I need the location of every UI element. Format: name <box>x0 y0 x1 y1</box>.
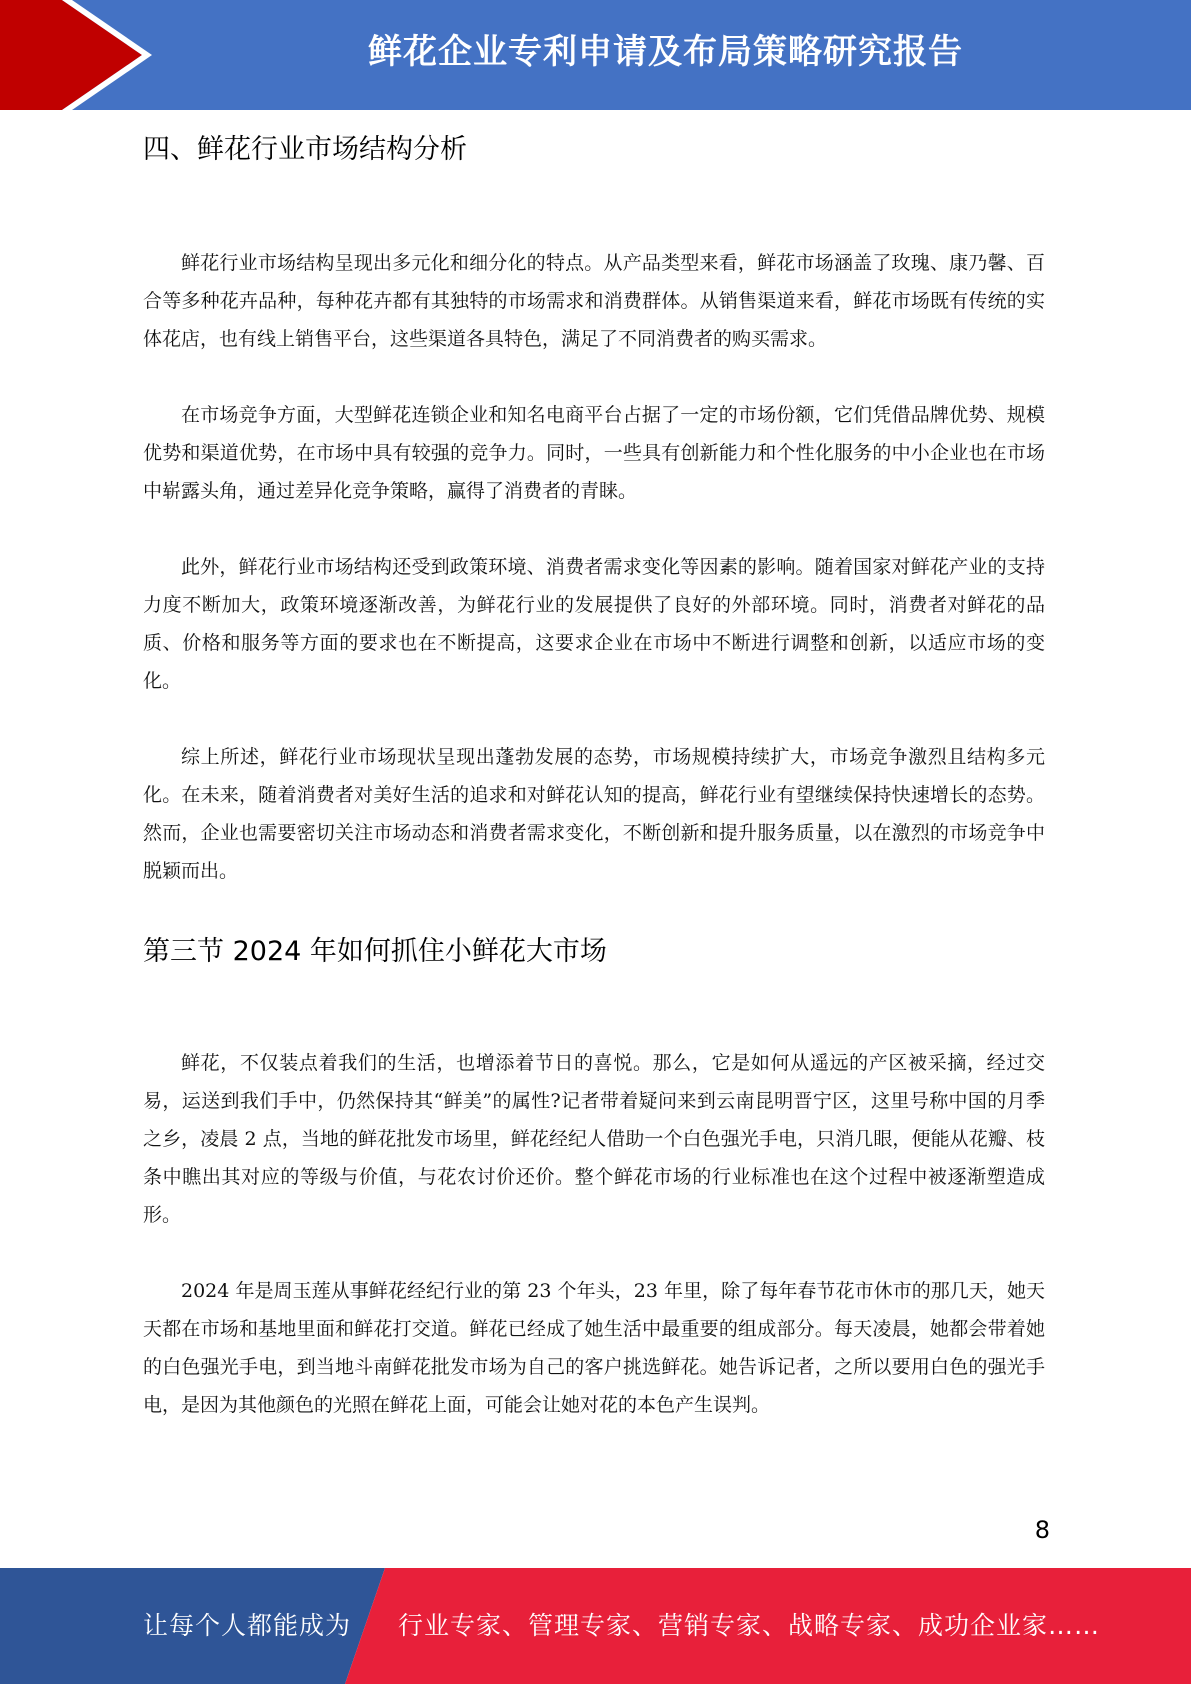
page-content <box>143 130 1045 1424</box>
page-header <box>0 0 1191 110</box>
footer-slogan-right: 行业专家、管理专家、营销专家、战略专家、成功企业家…… <box>398 1611 1101 1640</box>
footer-slogan-left: 让每个人都能成为 <box>143 1611 352 1640</box>
section-heading: 四、鲜花行业市场结构分析 <box>143 134 467 165</box>
section-heading: 第三节 2024 年如何抓住小鲜花大市场 <box>143 936 607 967</box>
paragraph: 此外，鲜花行业市场结构还受到政策环境、消费者需求变化等因素的影响。随着国家对鲜花产业的支持力度不断加大，政策环境逐渐改善，为鲜花行业的发展提供了良好的外部环境。同时，消费者对鲜花的品质、价格和服务等方面的要求也在不断提高，这要求企业在市场中不断进行调整和创新，以适应市场的变化。 <box>143 556 1045 692</box>
paragraph: 在市场竞争方面，大型鲜花连锁企业和知名电商平台占据了一定的市场份额，它们凭借品牌优势、规模优势和渠道优势，在市场中具有较强的竞争力。同时，一些具有创新能力和个性化服务的中小企业也在市场中崭露头角，通过差异化竞争策略，赢得了消费者的青睐。 <box>143 404 1045 502</box>
paragraph: 鲜花行业市场结构呈现出多元化和细分化的特点。从产品类型来看，鲜花市场涵盖了玫瑰、康乃馨、百合等多种花卉品种，每种花卉都有其独特的市场需求和消费群体。从销售渠道来看，鲜花市场既有传统的实体花店，也有线上销售平台，这些渠道各具特色，满足了不同消费者的购买需求。 <box>143 252 1045 350</box>
paragraph: 鲜花，不仅装点着我们的生活，也增添着节日的喜悦。那么，它是如何从遥远的产区被采摘，经过交易，运送到我们手中，仍然保持其“鲜美”的属性?记者带着疑问来到云南昆明晋宁区，这里号称中国的月季之乡，凌晨 2 点，当地的鲜花批发市场里，鲜花经纪人借助一个白色强光手电，只消几眼，便能从花瓣、枝条中瞧出其对应的等级与价值，与花农讨价还价。整个鲜花市场的行业标准也在这个过程中被逐渐塑造成形。 <box>143 1052 1045 1226</box>
document-title: 鲜花企业专利申请及布局策略研究报告 <box>368 32 963 72</box>
paragraph: 综上所述，鲜花行业市场现状呈现出蓬勃发展的态势，市场规模持续扩大，市场竞争激烈且结构多元化。在未来，随着消费者对美好生活的追求和对鲜花认知的提高，鲜花行业有望继续保持快速增长的态势。然而，企业也需要密切关注市场动态和消费者需求变化，不断创新和提升服务质量，以在激烈的市场竞争中脱颖而出。 <box>143 746 1045 882</box>
page-number: 8 <box>1034 1516 1050 1544</box>
page-footer <box>0 1568 1191 1684</box>
paragraph: 2024 年是周玉莲从事鲜花经纪行业的第 23 个年头，23 年里，除了每年春节花市休市的那几天，她天天都在市场和基地里面和鲜花打交道。鲜花已经成了她生活中最重要的组成部分。每天凌晨，她都会带着她的白色强光手电，到当地斗南鲜花批发市场为自己的客户挑选鲜花。她告诉记者，之所以要用白色的强光手电，是因为其他颜色的光照在鲜花上面，可能会让她对花的本色产生误判。 <box>143 1280 1045 1416</box>
